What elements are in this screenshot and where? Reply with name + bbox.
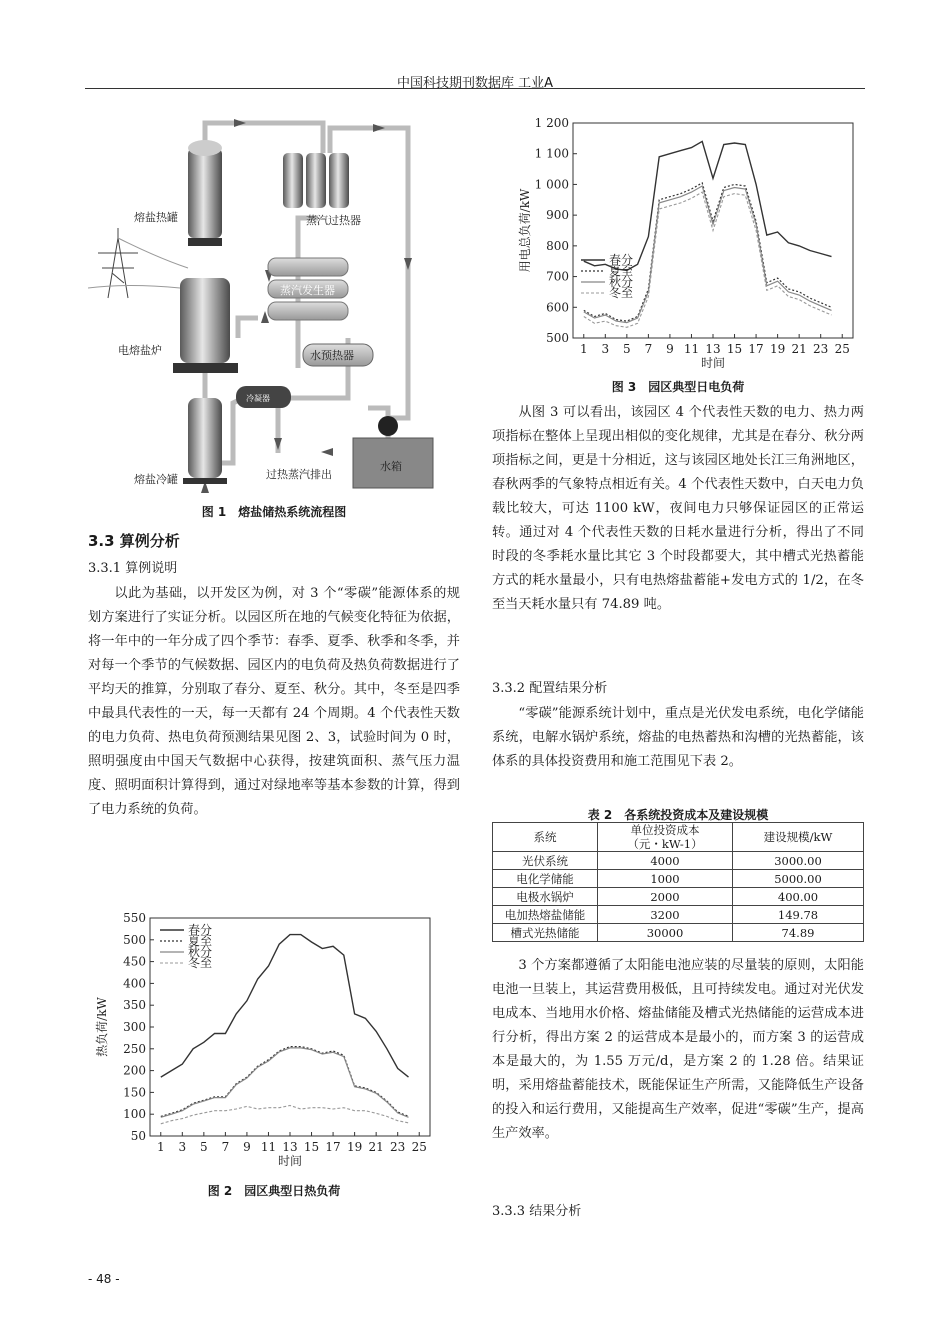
journal-header: 中国科技期刊数据库 工业A [396,76,554,91]
table-cell: 电加热熔盐储能 [493,906,598,924]
col-header-unit-cost [598,823,733,852]
hot-tank-icon [188,140,222,246]
table-cell: 4000 [598,852,733,870]
legend-label: 夏至 [609,264,634,278]
section-3-3-title: 3.3 算例分析 [88,532,180,550]
figure-1 [88,108,460,496]
y-tick-label: 800 [546,238,569,253]
heat-load-chart [95,908,440,1178]
table-cell: 光伏系统 [493,852,598,870]
section-3-3-1-body [88,582,460,822]
table-cell: 3000.00 [733,852,864,870]
y-tick-label: 1 100 [534,146,569,161]
x-tick-label: 7 [221,1140,230,1154]
table-2 [492,822,864,942]
x-tick-label: 17 [748,342,764,356]
investment-table [492,822,864,942]
right-para-2 [492,954,864,1146]
legend-label: 秋分 [188,945,213,959]
x-tick-label: 19 [346,1140,363,1154]
header-rule [85,88,865,89]
electric-load-chart [505,113,860,378]
y-tick-label: 500 [123,932,146,947]
unit-cost-unit: （元・kW-1） [627,837,703,851]
paragraph: 3 个方案都遵循了太阳能电池应装的尽量装的原则，太阳能电池一旦装上，其运营费用极低，且可持续发电。通过对光伏发电成本、当地用水价格、熔盐储能及槽式光热储能的运营成本进行分析，得出方案 2 的运营成本是最小的，而方案 3 的运营成本是最大的，为 1.55 万元/d，是方案 2 的 1.28 倍。结果证明，采用熔盐蓄能技术，既能保证生产所需，又能降低生产设备的投入和运行费用，又能提高生产效率，促进“零碳”生产，提高生产效率。 [492,958,864,1141]
x-tick-label: 1 [156,1140,165,1154]
section-3-3-2-title: 3.3.2 配置结果分析 [492,681,608,696]
table-row [493,870,864,888]
fig2-caption: 图 2 园区典型日热负荷 [207,1184,341,1198]
y-tick-label: 50 [130,1129,146,1143]
table-cell: 电极水锅炉 [493,888,598,906]
label-cold-tank: 熔盐冷罐 [134,473,178,486]
y-tick-label: 400 [123,976,146,991]
y-tick-label: 250 [123,1041,146,1056]
y-tick-label: 550 [123,911,146,925]
paragraph: 从图 3 可以看出，该园区 4 个代表性天数的电力、热力两项指标在整体上呈现出相似的变化规律，尤其是在春分、秋分两项指标之间，更是十分相近，这与该园区地处长江三角洲地区，春秋两季的气象特点相近有关。4 个代表性天数中，白天电力负载比较大，可达 1100 kW，夜间电力只够保证园区的正常运转。通过对 4 个代表性天数的日耗水量进行分析，得出了不同时段的冬季耗水量比其它 3 个时段都要大，其中槽式光热蓄能方式的耗水量最小，只有电热熔盐蓄能+发电方式的 1/2，在冬至当天耗水量只有 74.89 吨。 [492,405,864,612]
x-tick-label: 15 [303,1140,320,1154]
right-para-1 [492,401,864,617]
section-3-3-1-title: 3.3.1 算例说明 [88,561,178,576]
furnace-icon [173,278,238,373]
table-cell: 30000 [598,924,733,942]
x-tick-label: 5 [623,342,631,356]
label-furnace: 电熔盐炉 [118,344,162,357]
x-tick-label: 21 [791,342,807,356]
legend-label: 夏至 [188,934,213,948]
table-cell: 2000 [598,888,733,906]
x-tick-label: 19 [769,342,786,356]
x-tick-label: 3 [601,342,610,356]
legend-label: 秋分 [609,275,634,289]
x-tick-label: 15 [726,342,743,356]
table-cell: 槽式光热储能 [493,924,598,942]
fig3-caption: 图 3 园区典型日电负荷 [611,380,745,394]
y-axis-label: 热负荷/kW [95,997,109,1057]
paragraph: “零碳”能源系统计划中，重点是光伏发电系统，电化学储能系统，电解水锅炉系统，熔盐的电热蓄热和沟槽的光热蓄能，该体系的具体投资费用和施工范围见下表 2。 [492,706,864,769]
table-row [493,906,864,924]
table-cell: 1000 [598,870,733,888]
table-row [493,924,864,942]
y-tick-label: 1 200 [534,116,569,130]
label-hot-tank: 熔盐热罐 [134,211,178,224]
steam-superheater-icon [283,153,349,208]
y-tick-label: 150 [123,1085,146,1100]
y-tick-label: 200 [123,1063,146,1078]
y-tick-label: 900 [546,208,569,223]
paragraph: 以此为基础，以开发区为例，对 3 个“零碳”能源体系的规划方案进行了实证分析。以园区所在地的气候变化特征为依据，将一年中的一年分成了四个季节：春季、夏季、秋季和冬季，并对每一个季节的气候数据、园区内的电负荷及热负荷数据进行了平均天的推算，分别取了春分、夏至、秋分。其中，冬至是四季中最具代表性的一天，每一天都有 24 个周期。4 个代表性天数的电力负荷、热电负荷预测结果见图 2、3，试验时间为 0 时，照明强度由中国天气数据中心获得，按建筑面积、蒸气压力温度、照明面积计算得到，通过对绿地率等基本参数的计算，得到了电力系统的负荷。 [88,586,460,817]
series-line-2 [161,1047,409,1117]
y-tick-label: 1 000 [534,177,569,192]
table-cell: 74.89 [733,924,864,942]
legend-label: 冬至 [609,286,634,300]
x-tick-label: 11 [683,342,700,356]
y-tick-label: 300 [123,1020,146,1034]
x-tick-label: 17 [325,1140,341,1154]
legend-label: 春分 [609,253,634,267]
label-water-preheater: 水预热器 [310,349,354,362]
table-cell: 400.00 [733,888,864,906]
col-header-scale: 建设规模/kW [733,823,864,852]
label-condenser: 冷凝器 [246,394,270,403]
water-tank-icon [353,416,433,488]
table-cell: 149.78 [733,906,864,924]
table-header-row [493,823,864,852]
table-row [493,888,864,906]
legend-label: 春分 [188,923,213,937]
table-cell: 电化学储能 [493,870,598,888]
x-tick-label: 5 [200,1140,208,1154]
table-row [493,852,864,870]
label-steam-exhaust: 过热蒸汽排出 [266,468,332,481]
label-water-tank: 水箱 [380,460,402,473]
x-tick-label: 25 [411,1140,427,1154]
page-number: - 48 - [88,1272,120,1286]
x-tick-label: 23 [390,1140,406,1154]
x-tick-label: 13 [282,1140,298,1154]
section-3-3-2-body [492,702,864,774]
series-line-4 [161,1106,409,1124]
y-tick-label: 600 [546,300,569,315]
fig1-caption: 图 1 熔盐储热系统流程图 [201,505,347,519]
y-tick-label: 450 [123,954,146,969]
y-tick-label: 100 [123,1107,146,1122]
col-header-system: 系统 [493,823,598,852]
x-tick-label: 7 [644,342,653,356]
flow-diagram [88,108,460,496]
x-tick-label: 3 [178,1140,187,1154]
unit-cost-label: 单位投资成本 [630,823,700,837]
legend-label: 冬至 [188,956,213,970]
x-tick-label: 21 [368,1140,384,1154]
table-cell: 3200 [598,906,733,924]
x-axis-label: 时间 [700,356,726,370]
table2-caption: 表 2 各系统投资成本及建设规模 [587,808,769,822]
table-cell: 5000.00 [733,870,864,888]
x-axis-label: 时间 [277,1154,303,1168]
x-tick-label: 11 [260,1140,277,1154]
x-tick-label: 9 [243,1140,251,1154]
label-steam-generator: 蒸汽发生器 [280,284,335,297]
section-3-3-3-title: 3.3.3 结果分析 [492,1204,582,1219]
y-axis-label: 用电总负荷/kW [518,188,532,273]
x-tick-label: 9 [666,342,674,356]
label-steam-superheater: 蒸汽过热器 [306,214,361,227]
x-tick-label: 13 [705,342,721,356]
y-tick-label: 500 [546,331,569,345]
cold-tank-icon [183,398,227,484]
power-tower-icon [88,228,188,298]
y-tick-label: 350 [123,998,146,1013]
y-tick-label: 700 [546,269,569,284]
x-tick-label: 1 [579,342,588,356]
x-tick-label: 23 [813,342,829,356]
x-tick-label: 25 [834,342,850,356]
figure-2 [95,908,440,1178]
figure-3 [505,113,860,378]
